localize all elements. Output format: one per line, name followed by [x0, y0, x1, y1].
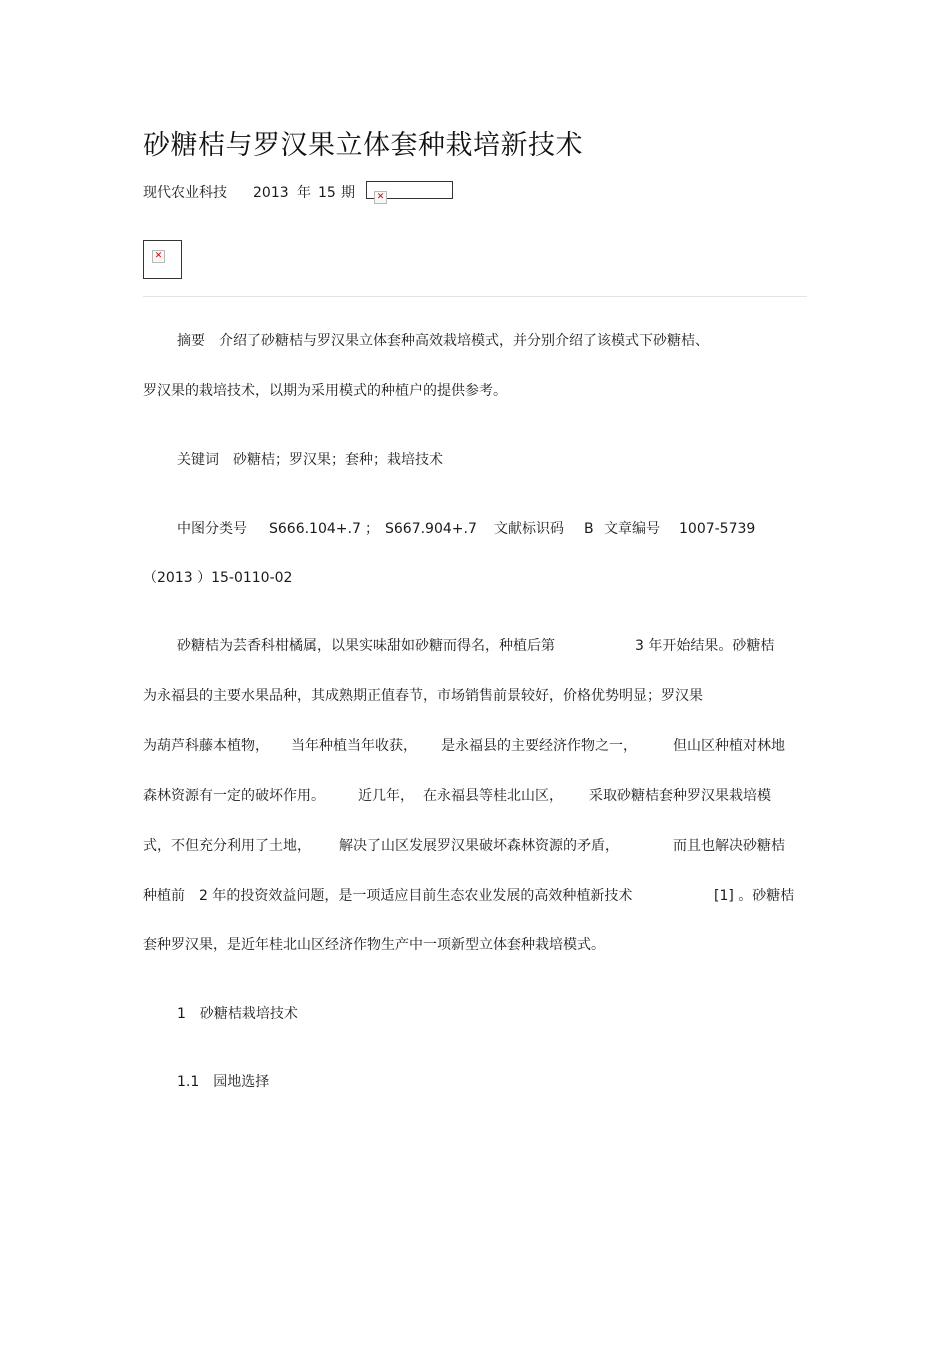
- body-text: 砂糖桔为芸香科柑橘属，以果实味甜如砂糖而得名，种植后第: [177, 638, 555, 654]
- body-line: 为永福县的主要水果品种，其成熟期正值春节，市场销售前景较好，价格优势明显；罗汉果: [143, 688, 703, 704]
- article-no-label: 文章编号: [604, 521, 660, 537]
- clc-code-1: S666.104+.7: [269, 521, 361, 537]
- year-unit: 年: [297, 185, 311, 201]
- abstract-line-1: 摘要 介绍了砂糖桔与罗汉果立体套种高效栽培模式，并分别介绍了该模式下砂糖桔、: [177, 333, 709, 349]
- body-text: 是永福县的主要经济作物之一，: [441, 738, 637, 754]
- broken-image-icon: ✕: [152, 250, 165, 263]
- publication-year: 2013: [253, 185, 289, 201]
- article-no-value: 1007-5739: [679, 521, 756, 537]
- header-divider: [143, 296, 807, 297]
- clc-label: 中图分类号: [177, 521, 247, 537]
- body-text: 而且也解决砂糖桔: [673, 838, 785, 854]
- keywords-line: 关键词 砂糖桔；罗汉果；套种；栽培技术: [177, 452, 443, 468]
- section-heading: 1 砂糖桔栽培技术: [177, 1006, 298, 1022]
- body-text: 但山区种植对林地: [673, 738, 785, 754]
- body-text: 在永福县等桂北山区，: [423, 788, 563, 804]
- broken-image-block: [143, 240, 182, 279]
- body-text: 近几年，: [358, 788, 414, 804]
- body-text: 种植前 2 年的投资效益问题，是一项适应目前生态农业发展的高效种植新技术: [143, 888, 633, 904]
- clc-separator: ；: [365, 521, 379, 537]
- body-line: 套种罗汉果，是近年桂北山区经济作物生产中一项新型立体套种栽培模式。: [143, 937, 605, 953]
- issue-unit: 期: [341, 185, 355, 201]
- body-text: 为葫芦科藤本植物，: [143, 738, 269, 754]
- body-text: 式，不但充分利用了土地，: [143, 838, 311, 854]
- citation-ref: [1] 。砂糖桔: [714, 888, 795, 904]
- doc-id-label: 文献标识码: [494, 521, 564, 537]
- broken-image-placeholder: [366, 181, 453, 202]
- article-title: 砂糖桔与罗汉果立体套种栽培新技术: [143, 130, 583, 161]
- subsection-heading: 1.1 园地选择: [177, 1074, 270, 1090]
- journal-name: 现代农业科技: [143, 185, 227, 201]
- body-text: 森林资源有一定的破坏作用。: [143, 788, 325, 804]
- body-text: 解决了山区发展罗汉果破坏森林资源的矛盾，: [339, 838, 619, 854]
- doc-id-value: B: [584, 521, 594, 537]
- body-text: 采取砂糖桔套种罗汉果栽培模: [589, 788, 771, 804]
- abstract-line-2: 罗汉果的栽培技术，以期为采用模式的种植户的提供参考。: [143, 383, 507, 399]
- clc-code-2: S667.904+.7: [385, 521, 477, 537]
- body-text: 当年种植当年收获，: [291, 738, 417, 754]
- body-text: 3 年开始结果。砂糖桔: [635, 638, 775, 654]
- issue-number: 15: [318, 185, 336, 201]
- classification-line-2: （2013 ）15-0110-02: [143, 570, 293, 586]
- broken-image-icon: ✕: [374, 191, 387, 204]
